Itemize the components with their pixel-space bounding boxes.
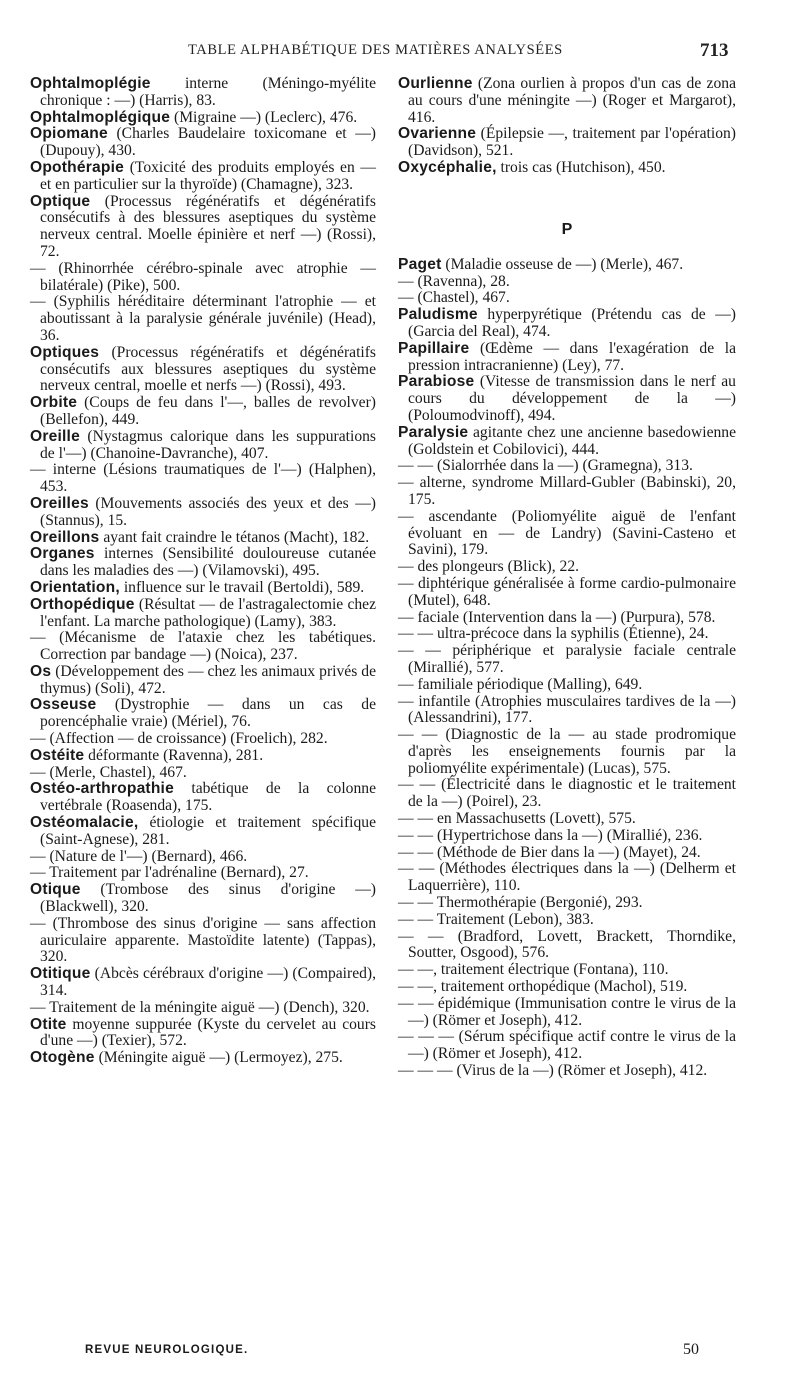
entry-text: — infantile (Atrophies musculaires tardives de la —) (Alessandrini), 177. (398, 692, 736, 727)
entry-headword: Papillaire (398, 339, 470, 357)
index-entry (30, 546, 376, 580)
entry-text: (Dystrophie — dans un cas de porencéphalie vraie) (Mériel), 76. (40, 696, 376, 731)
index-entry (398, 475, 736, 509)
entry-headword: Otique (30, 881, 81, 899)
entry-text: interne (Méningo-myélite chronique : —) (Harris), 83. (40, 75, 376, 109)
entry-text: — — (Sialorrhée dans la —) (Gramegna), 313. (398, 457, 693, 475)
entry-text: — — (Électricité dans le diagnostic et le traitement de la —) (Poirel), 23. (398, 776, 736, 811)
index-entry (398, 845, 736, 862)
page-number: 713 (700, 40, 729, 61)
entry-text: (Processus régénératifs et dégénératifs consécutifs aux blessures aseptiques du système nerveux central, moelle et nerfs —) (Rossi), 493. (40, 343, 376, 395)
index-entry (398, 929, 736, 963)
index-entry (398, 257, 736, 274)
index-entry (398, 643, 736, 677)
sheet-number: 50 (683, 1341, 699, 1358)
index-entry (30, 530, 376, 547)
index-entry (30, 882, 376, 916)
index-entry (30, 849, 376, 866)
p-entries (398, 257, 736, 1080)
entry-headword: Orientation, (30, 578, 120, 596)
index-entry (398, 996, 736, 1030)
index-entry (30, 966, 376, 1000)
index-entry (30, 1050, 376, 1067)
entry-text: — familiale périodique (Malling), 649. (398, 675, 643, 693)
entry-text: (Œdème — dans l'exagération de la pression intracranienne) (Ley), 77. (408, 339, 736, 374)
index-entry (30, 194, 376, 261)
index-entry (398, 912, 736, 929)
entry-headword: Opothérapie (30, 158, 125, 176)
index-entry (398, 626, 736, 643)
index-entry (30, 580, 376, 597)
entry-text: — —, traitement électrique (Fontana), 110. (398, 961, 669, 979)
entry-headword: Oreilles (30, 494, 89, 512)
entry-text: (Développement des — chez les animaux privés de thymus) (Soli), 472. (40, 662, 376, 697)
entry-text: (Maladie osseuse de —) (Merle), 467. (445, 255, 684, 273)
index-entry (398, 509, 736, 559)
index-entry (398, 290, 736, 307)
entry-text: — faciale (Intervention dans la —) (Purpura), 578. (398, 608, 716, 626)
entry-headword: Ophtalmoplégie (30, 75, 151, 92)
entry-text: (Résultat — de l'astragalectomie chez l'enfant. La marche pathologique) (Lamy), 383. (40, 595, 376, 630)
index-entry (30, 916, 376, 966)
entry-text: — (Mécanisme de l'ataxie chez les tabétiques. Correction par bandage —) (Noica), 237. (30, 629, 376, 664)
index-entry (30, 731, 376, 748)
index-entry (30, 865, 376, 882)
entry-text: (Mouvements associés des yeux et des —) (Stannus), 15. (40, 494, 376, 529)
entry-text: (Épilepsie —, traitement par l'opération) (Davidson), 521. (408, 125, 736, 160)
entry-text: — — Thermothérapie (Bergonié), 293. (398, 894, 643, 912)
entry-headword: Organes (30, 545, 95, 563)
entry-text: — —, traitement orthopédique (Machol), 519. (398, 978, 688, 996)
entry-text: — Traitement par l'adrénaline (Bernard), 27. (30, 864, 309, 882)
index-entry (30, 664, 376, 698)
entry-headword: Optiques (30, 343, 100, 361)
index-entry (30, 462, 376, 496)
index-entry (30, 1000, 376, 1017)
entry-text: hyperpyrétique (Prétendu cas de —) (Garcia del Real), 474. (408, 306, 737, 340)
entry-text: trois cas (Hutchison), 450. (500, 158, 666, 176)
letter-heading: P (561, 220, 573, 238)
entry-text: (Migraine —) (Leclerc), 476. (174, 108, 358, 126)
entry-text: étiologie et traitement spécifique (Saint-Agnese), 281. (40, 814, 376, 848)
entry-text: — — périphérique et paralysie faciale centrale (Mirallié), 577. (398, 642, 736, 676)
index-entry (398, 425, 736, 459)
index-entry (398, 962, 736, 979)
entry-headword: Otite (30, 1015, 67, 1033)
index-entry (398, 576, 736, 610)
entry-text: — — (Diagnostic de la — au stade prodromique d'après les enseignements fournis par la poliomyélite expérimentale) (Lucas), 575. (398, 726, 736, 777)
index-entry (398, 811, 736, 828)
entry-text: — (Rhinorrhée cérébro-spinale avec atrophie — bilatérale) (Pike), 500. (30, 259, 376, 294)
index-entry (30, 126, 376, 160)
index-entry (398, 828, 736, 845)
index-entry (30, 345, 376, 395)
entry-headword: Otogène (30, 1049, 95, 1067)
entry-text: (Coups de feu dans l'—, balles de revolver) (Bellefon), 449. (40, 394, 376, 428)
index-entry (30, 630, 376, 664)
index-entry (30, 781, 376, 815)
entry-headword: Oreillons (30, 528, 100, 546)
index-entry (398, 458, 736, 475)
entry-text: — (Merle, Chastel), 467. (30, 763, 187, 781)
entry-headword: Ostéo-arthropathie (30, 780, 174, 798)
entry-text: (Processus régénératifs et dégénératifs consécutifs à des blessures aseptiques du système nerveux central. Moelle épinière et nerf —) (Rossi), 72. (40, 192, 376, 260)
index-entry (398, 694, 736, 728)
entry-text: tabétique de la colonne vertébrale (Roasenda), 175. (40, 780, 376, 815)
entry-text: — — (Bradford, Lovett, Brackett, Thorndike, Soutter, Osgood), 576. (398, 927, 736, 962)
index-entry (398, 777, 736, 811)
entry-headword: Optique (30, 192, 91, 210)
entry-text: — — — (Virus de la —) (Römer et Joseph), 412. (398, 1062, 708, 1080)
entry-text: — diphtérique généralisée à forme cardio-pulmonaire (Mutel), 648. (398, 574, 736, 609)
entry-text: — (Syphilis héréditaire déterminant l'atrophie — et aboutissant à la paralysie générale juvénile) (Head), 36. (30, 293, 376, 344)
entry-text: agitante chez une ancienne basedowienne (Goldstein et Cobilovici), 444. (408, 423, 737, 458)
entry-headword: Oxycéphalie, (398, 158, 497, 176)
index-entry (398, 160, 736, 177)
entry-headword: Os (30, 662, 52, 680)
entry-text: — — épidémique (Immunisation contre le virus de la —) (Römer et Joseph), 412. (398, 994, 736, 1029)
journal-name: REVUE NEUROLOGIQUE. (85, 1344, 249, 1356)
entry-text: (Nystagmus calorique dans les suppurations de l'—) (Chanoine-Davranche), 407. (40, 427, 376, 462)
entry-headword: Oreille (30, 427, 80, 445)
entry-text: — Traitement de la méningite aiguë —) (Dench), 320. (30, 998, 370, 1016)
entry-headword: Opiomane (30, 125, 108, 143)
entry-text: — — ultra-précoce dans la syphilis (Étienne), 24. (398, 625, 709, 643)
entry-text: — — (Hypertrichose dans la —) (Mirallié), 236. (398, 826, 703, 844)
entry-text: — des plongeurs (Blick), 22. (398, 558, 580, 576)
index-entry (30, 261, 376, 295)
index-entry (398, 341, 736, 375)
entry-text: — (Nature de l'—) (Bernard), 466. (30, 847, 248, 865)
entry-headword: Paralysie (398, 423, 469, 441)
index-entry (30, 765, 376, 782)
running-title: TABLE ALPHABÉTIQUE DES MATIÈRES ANALYSÉES (188, 42, 563, 58)
index-entry (30, 697, 376, 731)
entry-headword: Ovarienne (398, 125, 477, 143)
entry-text: (Toxicité des produits employés en — et en particulier sur la thyroïde) (Chamagne), 323. (40, 158, 376, 193)
entry-text: (Zona ourlien à propos d'un cas de zona au cours d'une méningite —) (Roger et Margarot), 416. (408, 75, 736, 126)
entry-headword: Ourlienne (398, 75, 473, 92)
index-entry (398, 274, 736, 291)
entry-text: — — (Méthode de Bier dans la —) (Mayet), 24. (398, 843, 701, 861)
index-entry (30, 110, 376, 127)
index-entry (398, 895, 736, 912)
index-entry (398, 374, 736, 424)
left-column (30, 76, 376, 1067)
entry-text: — (Affection — de croissance) (Froelich), 282. (30, 730, 328, 748)
entry-text: ayant fait craindre le tétanos (Macht), 182. (103, 528, 370, 546)
entry-text: internes (Sensibilité douloureuse cutanée dans les maladies des —) (Vilamovski), 495. (40, 545, 376, 580)
entry-text: — — — (Sérum spécifique actif contre le virus de la —) (Römer et Joseph), 412. (398, 1028, 736, 1063)
index-entry (30, 597, 376, 631)
entry-headword: Otitique (30, 965, 91, 983)
index-entry (30, 429, 376, 463)
entry-headword: Ophtalmoplégique (30, 108, 171, 126)
entry-text: — (Thrombose des sinus d'origine — sans affection auriculaire apparente. Mastoïdite latente) (Tappas), 320. (30, 914, 376, 966)
entry-headword: Orthopédique (30, 595, 135, 613)
entry-headword: Orbite (30, 394, 78, 412)
entry-text: (Charles Baudelaire toxicomane et —) (Dupouy), 430. (40, 125, 376, 160)
index-entry (30, 496, 376, 530)
entry-headword: Paget (398, 255, 442, 273)
entry-headword: Parabiose (398, 373, 475, 391)
entry-text: — ascendante (Poliomyélite aiguë de l'enfant évoluant en — de Landry) (Savini-Castено et Savini), 179. (398, 507, 736, 559)
index-entry (30, 294, 376, 344)
entry-headword: Paludisme (398, 306, 478, 324)
entry-headword: Osseuse (30, 696, 97, 714)
index-entry (398, 861, 736, 895)
entry-text: (Vitesse de transmission dans le nerf au cours du développement de la —) (Poloumodvinoff), 494. (408, 373, 736, 424)
entry-text: (Trombose des sinus d'origine —) (Blackwell), 320. (40, 881, 376, 916)
entry-text: — — Traitement (Lebon), 383. (398, 910, 594, 928)
index-entry (30, 160, 376, 194)
index-entry (398, 979, 736, 996)
entry-text: influence sur le travail (Bertoldi), 589. (123, 578, 365, 596)
entry-text: moyenne suppurée (Kyste du cervelet au cours d'une —) (Texier), 572. (40, 1015, 376, 1050)
index-entry (398, 1063, 736, 1080)
index-entry (398, 610, 736, 627)
index-entry (398, 1029, 736, 1063)
entry-text: — — (Méthodes électriques dans la —) (Delherm et Laquerrière), 110. (398, 860, 736, 895)
entry-text: — (Ravenna), 28. (398, 272, 510, 290)
index-entry (30, 748, 376, 765)
page-header (0, 40, 800, 64)
index-entry (30, 1017, 376, 1051)
entry-headword: Ostéite (30, 746, 85, 764)
entry-text: — (Chastel), 467. (398, 289, 510, 307)
index-entry (398, 727, 736, 777)
index-entry (398, 677, 736, 694)
index-entry (30, 815, 376, 849)
entry-text: (Méningite aiguë —) (Lermoyez), 275. (98, 1049, 343, 1067)
index-entry (30, 76, 376, 110)
index-entry (30, 395, 376, 429)
entry-text: — interne (Lésions traumatiques de l'—) (Halphen), 453. (30, 461, 376, 496)
entry-text: — — en Massachusetts (Lovett), 575. (398, 810, 636, 828)
entry-text: — alterne, syndrome Millard-Gubler (Babinski), 20, 175. (398, 474, 736, 508)
index-entry (398, 76, 736, 126)
right-column (398, 76, 736, 1080)
entry-text: déformante (Ravenna), 281. (88, 746, 264, 764)
index-entry (398, 126, 736, 160)
o-entries (398, 76, 736, 177)
entry-headword: Ostéomalacie, (30, 814, 139, 832)
entry-text: (Abcès cérébraux d'origine —) (Compaired), 314. (40, 965, 376, 1000)
index-entry (398, 307, 736, 341)
index-entry (398, 559, 736, 576)
